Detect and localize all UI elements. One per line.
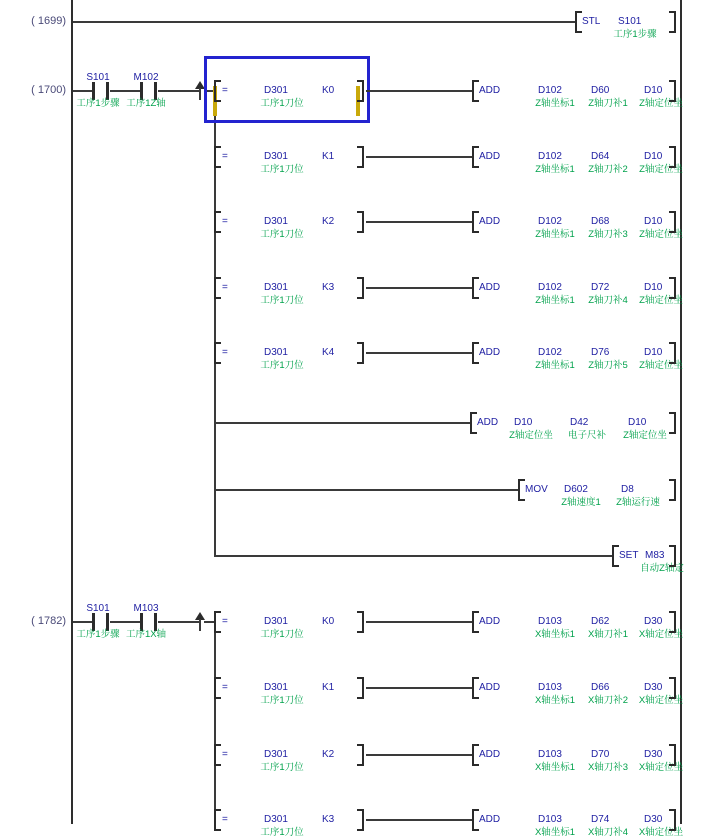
- compare-device[interactable]: D301: [264, 682, 288, 693]
- wire: [158, 621, 200, 623]
- rung-step-number: ( 1700): [31, 84, 66, 96]
- instruction-opcode[interactable]: ADD: [479, 85, 501, 96]
- bracket-open-icon: [472, 80, 479, 102]
- compare-constant[interactable]: K4: [322, 347, 335, 358]
- device-comment: Z轴坐标1: [535, 229, 575, 240]
- device-comment: X轴坐标1: [534, 762, 576, 773]
- device-comment: Z轴坐标1: [535, 164, 575, 175]
- device-comment: 工序1步骤: [613, 29, 657, 40]
- device-comment: Z轴定位坐: [639, 360, 683, 371]
- instruction-opcode[interactable]: ADD: [479, 682, 501, 693]
- wire: [366, 221, 472, 223]
- compare-constant[interactable]: K2: [322, 749, 335, 760]
- instruction-operand[interactable]: D60: [591, 85, 610, 96]
- bracket-open-icon: [214, 809, 221, 831]
- device-comment: 工序1刀位: [260, 164, 304, 175]
- bracket-close-icon: [357, 146, 364, 168]
- bracket-close-icon: [669, 412, 676, 434]
- bracket-close-icon: [669, 11, 676, 33]
- compare-operator: =: [222, 85, 228, 96]
- device-comment: Z轴定位坐: [623, 430, 667, 441]
- compare-constant[interactable]: K3: [322, 814, 335, 825]
- wire: [216, 422, 470, 424]
- bracket-open-icon: [470, 412, 477, 434]
- bracket-close-icon: [357, 80, 364, 102]
- device-comment: Z轴坐标1: [535, 295, 575, 306]
- contact-comment: 工序1步骤: [76, 98, 120, 109]
- wire: [158, 90, 200, 92]
- device-comment: Z轴定位坐: [639, 98, 683, 109]
- instruction-operand[interactable]: D102: [538, 216, 562, 227]
- bracket-close-icon: [357, 677, 364, 699]
- compare-device[interactable]: D301: [264, 749, 288, 760]
- rising-edge-pulse-icon: [199, 619, 201, 631]
- device-comment: 电子尺补: [567, 430, 606, 441]
- bracket-close-icon: [357, 277, 364, 299]
- bracket-open-icon: [518, 479, 525, 501]
- rung-step-number: ( 1699): [31, 15, 66, 27]
- bracket-open-icon: [214, 677, 221, 699]
- bracket-close-icon: [357, 342, 364, 364]
- device-comment: X轴刀补3: [587, 762, 629, 773]
- instruction-operand[interactable]: D42: [570, 417, 589, 428]
- bracket-close-icon: [669, 211, 676, 233]
- wire: [110, 621, 141, 623]
- branch-rail: [214, 622, 216, 824]
- instruction-operand[interactable]: D103: [538, 616, 562, 627]
- wire: [110, 90, 141, 92]
- bracket-open-icon: [214, 744, 221, 766]
- device-comment: 自动Z轴定: [640, 563, 684, 574]
- contact-device-label: S101: [86, 603, 110, 614]
- device-comment: X轴刀补4: [587, 827, 629, 838]
- device-comment: 工序1刀位: [260, 695, 304, 706]
- instruction-operand[interactable]: D10: [644, 216, 663, 227]
- bracket-close-icon: [357, 211, 364, 233]
- instruction-operand[interactable]: D30: [644, 616, 663, 627]
- instruction-opcode[interactable]: ADD: [479, 282, 501, 293]
- wire: [366, 754, 472, 756]
- instruction-operand[interactable]: D602: [564, 484, 588, 495]
- contact-comment: 工序1Z轴: [126, 98, 166, 109]
- bracket-open-icon: [472, 277, 479, 299]
- bracket-open-icon: [472, 211, 479, 233]
- instruction-operand[interactable]: D102: [538, 151, 562, 162]
- device-comment: 工序1刀位: [260, 762, 304, 773]
- bracket-open-icon: [472, 809, 479, 831]
- bracket-close-icon: [669, 80, 676, 102]
- wire: [216, 489, 518, 491]
- bracket-close-icon: [357, 744, 364, 766]
- instruction-operand[interactable]: S101: [618, 16, 642, 27]
- contact-device-label: M102: [133, 72, 159, 83]
- device-comment: 工序1刀位: [260, 295, 304, 306]
- instruction-opcode[interactable]: ADD: [479, 814, 501, 825]
- contact-device-label: M103: [133, 603, 159, 614]
- bracket-open-icon: [472, 611, 479, 633]
- instruction-operand[interactable]: D10: [644, 347, 663, 358]
- contact-device-label: S101: [86, 72, 110, 83]
- device-comment: Z轴速度1: [561, 497, 601, 508]
- instruction-opcode[interactable]: ADD: [479, 216, 501, 227]
- device-comment: Z轴刀补1: [588, 98, 628, 109]
- device-comment: Z轴运行速: [616, 497, 660, 508]
- instruction-operand[interactable]: D74: [591, 814, 610, 825]
- instruction-opcode[interactable]: ADD: [477, 417, 499, 428]
- instruction-operand[interactable]: D8: [621, 484, 634, 495]
- compare-operator: =: [222, 347, 228, 358]
- bracket-close-icon: [669, 611, 676, 633]
- wire: [73, 621, 93, 623]
- contact-comment: 工序1X轴: [125, 629, 167, 640]
- device-comment: X轴刀补2: [587, 695, 629, 706]
- instruction-operand[interactable]: D102: [538, 282, 562, 293]
- instruction-operand[interactable]: D10: [644, 85, 663, 96]
- bracket-open-icon: [214, 80, 221, 102]
- wire: [366, 819, 472, 821]
- bracket-open-icon: [472, 342, 479, 364]
- compare-constant[interactable]: K0: [322, 85, 335, 96]
- compare-device[interactable]: D301: [264, 282, 288, 293]
- device-comment: 工序1刀位: [260, 98, 304, 109]
- instruction-operand[interactable]: D10: [644, 151, 663, 162]
- instruction-opcode[interactable]: SET: [619, 550, 639, 561]
- wire: [73, 90, 93, 92]
- bracket-open-icon: [214, 611, 221, 633]
- compare-device[interactable]: D301: [264, 616, 288, 627]
- bracket-close-icon: [669, 277, 676, 299]
- compare-device[interactable]: D301: [264, 814, 288, 825]
- device-comment: 工序1刀位: [260, 229, 304, 240]
- device-comment: Z轴定位坐: [639, 164, 683, 175]
- instruction-operand[interactable]: D76: [591, 347, 610, 358]
- instruction-operand[interactable]: D64: [591, 151, 610, 162]
- device-comment: X轴坐标1: [534, 827, 576, 838]
- compare-device[interactable]: D301: [264, 216, 288, 227]
- bracket-close-icon: [669, 479, 676, 501]
- compare-constant[interactable]: K1: [322, 151, 335, 162]
- instruction-opcode[interactable]: ADD: [479, 151, 501, 162]
- instruction-operand[interactable]: D103: [538, 749, 562, 760]
- instruction-opcode[interactable]: ADD: [479, 347, 501, 358]
- device-comment: Z轴刀补2: [588, 164, 628, 175]
- compare-device[interactable]: D301: [264, 151, 288, 162]
- compare-operator: =: [222, 682, 228, 693]
- device-comment: Z轴刀补5: [588, 360, 628, 371]
- rung-step-number: ( 1782): [31, 615, 66, 627]
- instruction-operand[interactable]: D10: [514, 417, 533, 428]
- instruction-opcode[interactable]: MOV: [525, 484, 548, 495]
- instruction-opcode[interactable]: ADD: [479, 616, 501, 627]
- device-comment: Z轴定位坐: [509, 430, 553, 441]
- bracket-close-icon: [669, 342, 676, 364]
- bracket-close-icon: [669, 545, 676, 567]
- instruction-operand[interactable]: D30: [644, 749, 663, 760]
- bracket-close-icon: [357, 809, 364, 831]
- device-comment: X轴坐标1: [534, 695, 576, 706]
- instruction-operand[interactable]: D30: [644, 814, 663, 825]
- bracket-open-icon: [472, 677, 479, 699]
- instruction-operand[interactable]: D103: [538, 682, 562, 693]
- instruction-operand[interactable]: D102: [538, 347, 562, 358]
- device-comment: X轴定位坐: [638, 695, 684, 706]
- contact-comment: 工序1步骤: [76, 629, 120, 640]
- instruction-operand[interactable]: D10: [628, 417, 647, 428]
- wire: [366, 621, 472, 623]
- device-comment: 工序1刀位: [260, 827, 304, 838]
- wire: [73, 21, 575, 23]
- compare-operator: =: [222, 216, 228, 227]
- compare-device[interactable]: D301: [264, 347, 288, 358]
- instruction-operand[interactable]: D66: [591, 682, 610, 693]
- bracket-open-icon: [214, 342, 221, 364]
- compare-operator: =: [222, 282, 228, 293]
- device-comment: 工序1刀位: [260, 629, 304, 640]
- compare-device[interactable]: D301: [264, 85, 288, 96]
- device-comment: X轴刀补1: [587, 629, 629, 640]
- bracket-open-icon: [214, 146, 221, 168]
- instruction-operand[interactable]: D103: [538, 814, 562, 825]
- instruction-operand[interactable]: D10: [644, 282, 663, 293]
- instruction-opcode[interactable]: STL: [582, 16, 601, 27]
- wire: [366, 90, 472, 92]
- instruction-operand[interactable]: D68: [591, 216, 610, 227]
- bracket-close-icon: [669, 744, 676, 766]
- bracket-close-icon: [669, 677, 676, 699]
- compare-constant[interactable]: K1: [322, 682, 335, 693]
- device-comment: X轴定位坐: [638, 762, 684, 773]
- bracket-open-icon: [575, 11, 582, 33]
- instruction-operand[interactable]: D30: [644, 682, 663, 693]
- compare-operator: =: [222, 616, 228, 627]
- wire: [366, 352, 472, 354]
- compare-operator: =: [222, 151, 228, 162]
- device-comment: X轴坐标1: [534, 629, 576, 640]
- instruction-opcode[interactable]: ADD: [479, 749, 501, 760]
- compare-operator: =: [222, 749, 228, 760]
- instruction-operand[interactable]: D70: [591, 749, 610, 760]
- device-comment: X轴定位坐: [638, 629, 684, 640]
- instruction-operand[interactable]: M83: [645, 550, 665, 561]
- wire: [366, 287, 472, 289]
- bracket-close-icon: [357, 611, 364, 633]
- device-comment: 工序1刀位: [260, 360, 304, 371]
- bracket-open-icon: [472, 146, 479, 168]
- wire: [366, 687, 472, 689]
- wire: [216, 555, 612, 557]
- instruction-operand[interactable]: D62: [591, 616, 610, 627]
- device-comment: Z轴坐标1: [535, 98, 575, 109]
- compare-constant[interactable]: K2: [322, 216, 335, 227]
- instruction-operand[interactable]: D72: [591, 282, 610, 293]
- device-comment: Z轴定位坐: [639, 229, 683, 240]
- bracket-open-icon: [214, 277, 221, 299]
- compare-constant[interactable]: K0: [322, 616, 335, 627]
- instruction-operand[interactable]: D102: [538, 85, 562, 96]
- compare-constant[interactable]: K3: [322, 282, 335, 293]
- rising-edge-pulse-icon: [199, 88, 201, 100]
- bracket-close-icon: [669, 146, 676, 168]
- device-comment: Z轴定位坐: [639, 295, 683, 306]
- bracket-open-icon: [472, 744, 479, 766]
- bracket-close-icon: [669, 809, 676, 831]
- bracket-open-icon: [214, 211, 221, 233]
- power-rail-left: [71, 0, 73, 824]
- device-comment: Z轴坐标1: [535, 360, 575, 371]
- device-comment: Z轴刀补3: [588, 229, 628, 240]
- compare-operator: =: [222, 814, 228, 825]
- wire: [366, 156, 472, 158]
- device-comment: X轴定位坐: [638, 827, 684, 838]
- device-comment: Z轴刀补4: [588, 295, 628, 306]
